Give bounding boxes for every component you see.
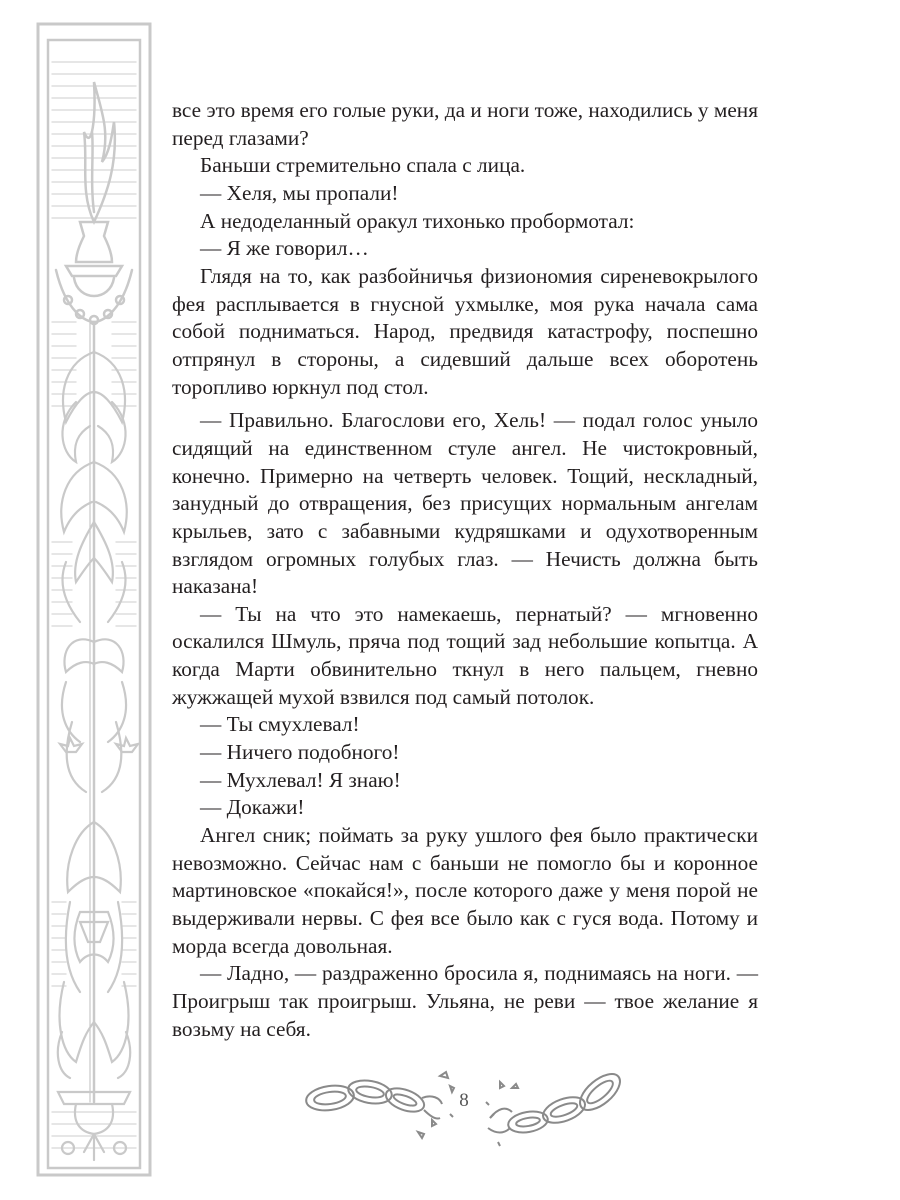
paragraph: Глядя на то, как разбойничья физиономия сиреневокрылого фея расплывается в гнусной ухмылке, моя рука начала сама собой подниматься. Народ, предвидя катастрофу, поспешно отпрянул в стороны, а сидевший дальше всех оборотень торопливо юркнул под стол. xyxy=(172,263,758,399)
paragraph: все это время его голые руки, да и ноги тоже, находились у меня перед глазами? xyxy=(172,98,758,150)
paragraph-dialogue: — Мухлевал! Я знаю! xyxy=(200,767,401,792)
paragraph-dialogue: — Хеля, мы пропали! xyxy=(200,180,399,205)
paragraph: Баньши стремительно спала с лица. xyxy=(200,153,526,178)
paragraph-dialogue: — Ладно, — раздраженно бросила я, поднимаясь на ноги. — Проигрыш так проигрыш. Ульяна, не реви — твое желание я возьму на себя. xyxy=(172,961,758,1041)
ornamental-border-graphic xyxy=(36,22,152,1177)
page-number: 8 xyxy=(459,1090,469,1111)
paragraph-dialogue: — Ты смухлевал! xyxy=(200,712,360,737)
page-body-text xyxy=(172,97,758,1043)
paragraph-dialogue: — Правильно. Благослови его, Хель! — подал голос уныло сидящий на единственном стуле ангел. Не чистокровный, конечно. Примерно на четверть человек. Тощий, нескладный, занудный до отвращения, без присущих нормальным ангелам крыльев, зато с забавными кудряшками и одухотворенным взглядом огромных голубых глаз. — Нечисть должна быть наказана! xyxy=(172,408,758,599)
paragraph-dialogue: — Ты на что это намекаешь, пернатый? — мгновенно оскалился Шмуль, пряча под тощий зад небольшие копытца. А когда Марти обвинительно ткнул в него пальцем, гневно жужжащей мухой взвился под самый потолок. xyxy=(172,601,758,709)
paragraph: А недоделанный оракул тихонько пробормотал: xyxy=(200,208,635,233)
paragraph-dialogue: — Я же говорил… xyxy=(200,236,369,261)
paragraph-dialogue: — Докажи! xyxy=(200,795,305,820)
paragraph: Ангел сник; поймать за руку ушлого фея было практически невозможно. Сейчас нам с баньши не помогло бы и коронное мартиновское «покайся!», после которого даже у меня порой не выдерживали нервы. С фея все было как с гуся вода. Потому и морда всегда довольная. xyxy=(172,823,758,958)
ornamental-border xyxy=(36,22,152,1177)
paragraph-dialogue: — Ничего подобного! xyxy=(200,740,400,765)
